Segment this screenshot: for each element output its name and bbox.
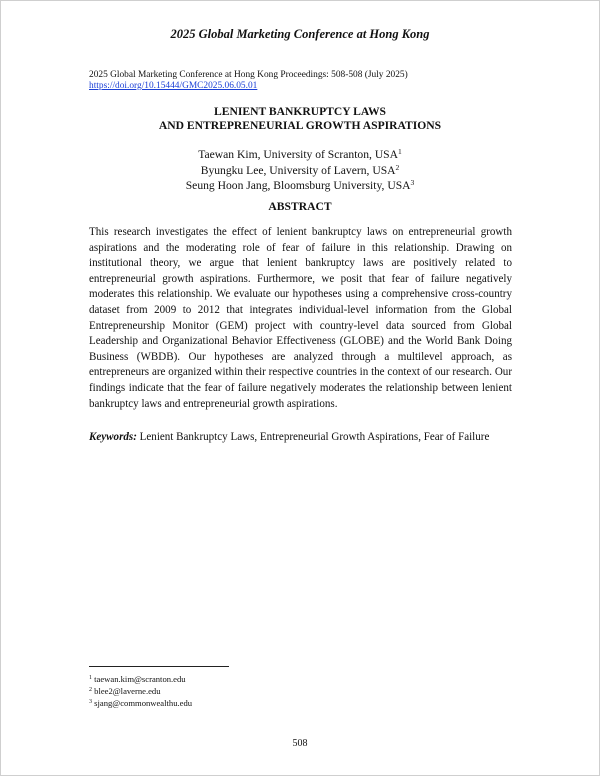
title-line-1: LENIENT BANKRUPTCY LAWS [213, 105, 386, 118]
footnote [89, 685, 192, 697]
footnote [89, 697, 192, 709]
author-line [0, 163, 600, 179]
author-name: Byungku Lee, University of Lavern, USA [200, 163, 396, 177]
footnotes [89, 673, 192, 709]
footnote-email: sjang@commonwealthu.edu [94, 698, 193, 708]
author-footnote-marker: 1 [398, 147, 402, 156]
abstract-body: This research investigates the effect of lenient bankruptcy laws on entrepreneurial growth aspirations and the moderating role of fear of failure in this relationship. Drawing on institutional theory, we argue that lenient bankruptcy laws are positively related to entrepreneurial growth aspirations. Furthermore, we posit that fear of failure negatively moderates this relationship. We evaluate our hypotheses using a comprehensive cross-country dataset from 2009 to 2012 that integrates individual-level information from the Global Entrepreneurship Monitor (GEM) project with country-level data sourced from Global Leadership and Organizational Behavior Effectiveness (GLOBE) and the World Bank Doing Business (WBDB). Our hypotheses are analyzed through a multilevel approach, as entrepreneurs are organized within their respective countries in the context of our research. Our findings indicate that the fear of failure negatively moderates the relationship between lenient bankruptcy laws and entrepreneurial growth aspirations. [89, 226, 512, 410]
proceedings-info [89, 70, 408, 92]
page-number: 508 [292, 738, 308, 749]
footnote-divider [89, 666, 229, 667]
author-name: Seung Hoon Jang, Bloomsburg University, USA [185, 179, 411, 192]
keywords-text: Lenient Bankruptcy Laws, Entrepreneurial Growth Aspirations, Fear of Failure [139, 431, 490, 443]
footnote-marker: 1 [89, 675, 92, 681]
author-footnote-marker: 3 [410, 178, 415, 187]
running-head: 2025 Global Marketing Conference at Hong Kong [170, 27, 430, 41]
footnote-marker: 3 [89, 699, 92, 705]
footnote-email: taewan.kim@scranton.edu [94, 674, 186, 684]
paper-title [0, 105, 600, 133]
footnote-marker: 2 [89, 687, 92, 693]
keywords-label: Keywords: [89, 431, 137, 443]
author-line [0, 178, 600, 194]
footnote-email: blee2@laverne.edu [94, 686, 161, 696]
proceedings-citation: 2025 Global Marketing Conference at Hong Kong Proceedings: 508-508 (July 2025) [89, 70, 408, 80]
keywords [89, 430, 529, 445]
title-line-2: AND ENTREPRENEURIAL GROWTH ASPIRATIONS [158, 119, 442, 132]
author-name: Taewan Kim, University of Scranton, USA [198, 148, 399, 161]
footnote [89, 673, 192, 685]
author-footnote-marker: 2 [395, 162, 400, 172]
abstract-heading: ABSTRACT [268, 200, 332, 213]
author-line [0, 147, 600, 163]
author-list [0, 147, 600, 194]
doi-link[interactable]: https://doi.org/10.15444/GMC2025.06.05.01 [89, 81, 258, 91]
